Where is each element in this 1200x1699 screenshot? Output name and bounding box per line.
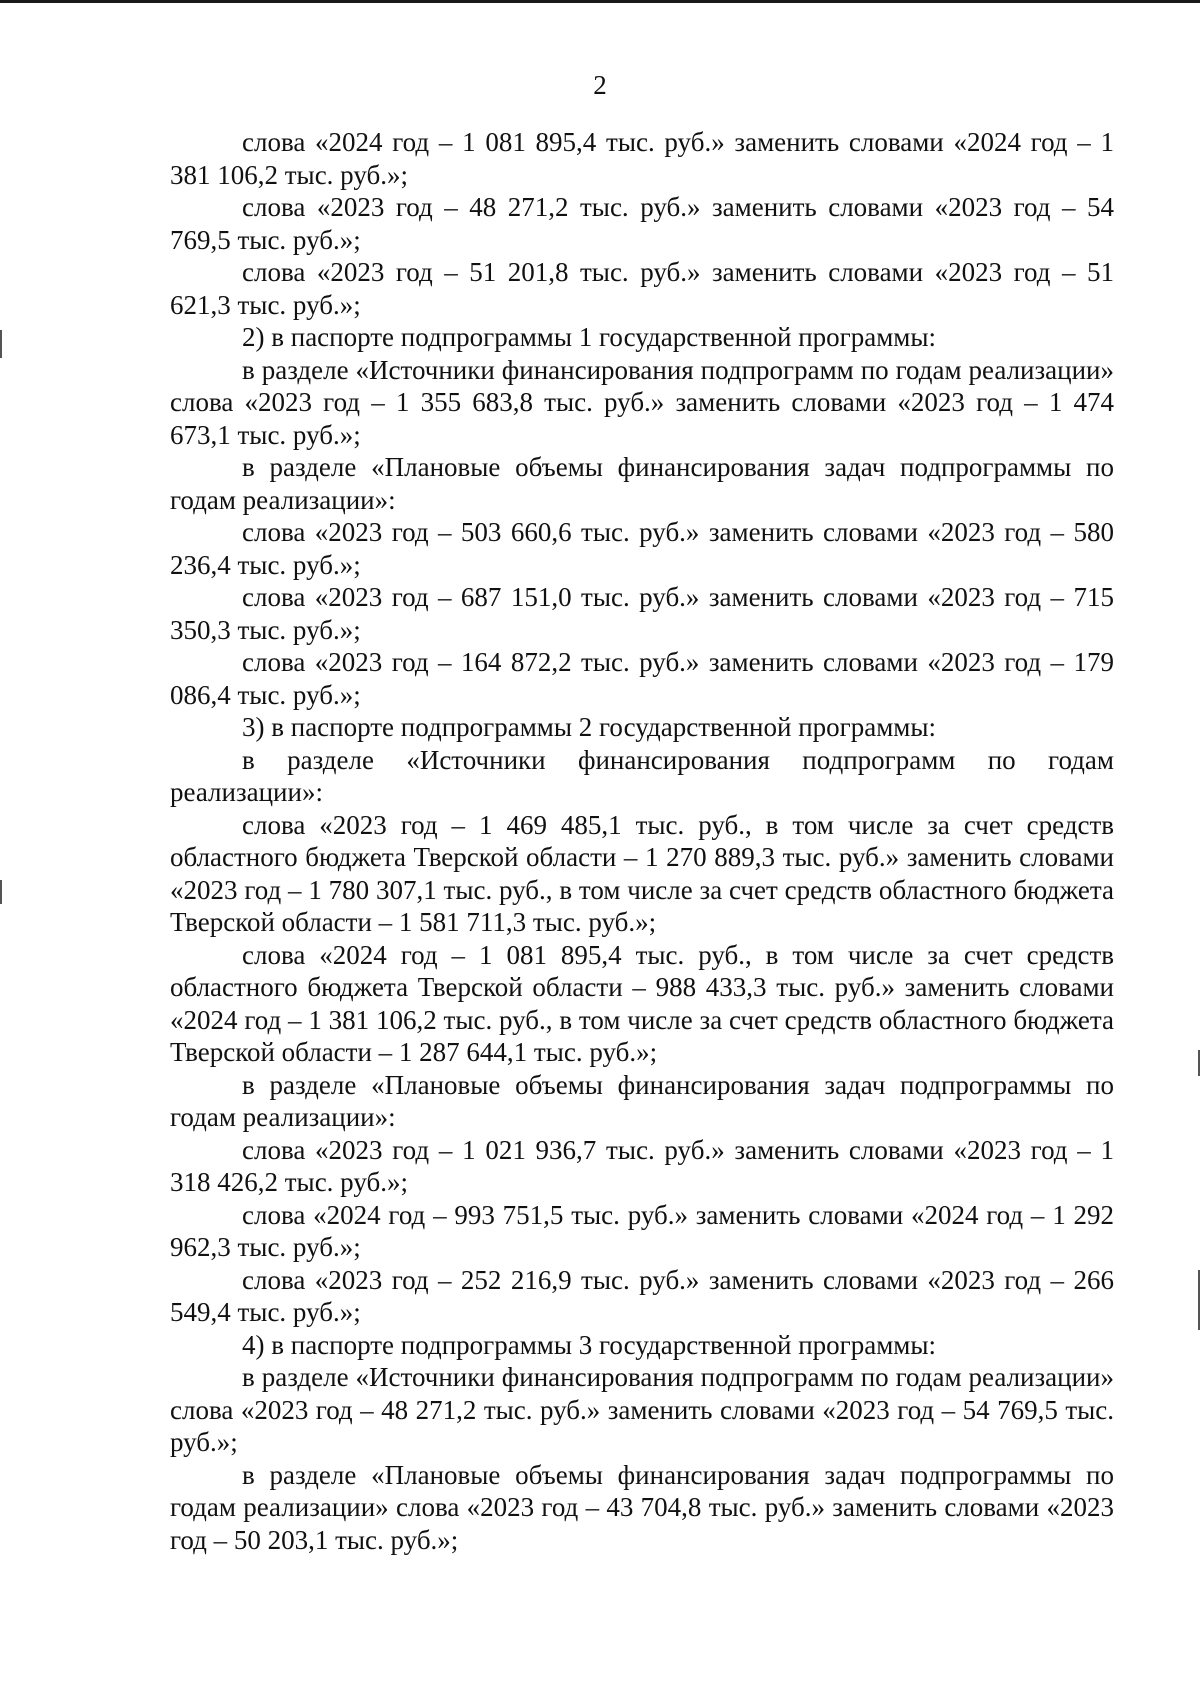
paragraph: слова «2024 год – 1 081 895,4 тыс. руб., в том числе за счет средств областного бюджета Тверской области – 988 433,3 тыс. руб.» заменить словами «2024 год – 1 381 106,2 тыс. руб., в том числе за счет средств областного бюджета Тверской области – 1 287 644,1 тыс. руб.»;: [170, 939, 1114, 1067]
paragraph: слова «2023 год – 51 201,8 тыс. руб.» заменить словами «2023 год – 51 621,3 тыс. руб.»;: [170, 257, 1114, 320]
paragraph: слова «2023 год – 1 469 485,1 тыс. руб., в том числе за счет средств областного бюджета Тверской области – 1 270 889,3 тыс. руб.» заменить словами «2023 год – 1 780 307,1 тыс. руб., в том числе за счет средств областного бюджета Тверской области – 1 581 711,3 тыс. руб.»;: [170, 809, 1114, 937]
paragraph: слова «2023 год – 164 872,2 тыс. руб.» заменить словами «2023 год – 179 086,4 тыс. руб.»;: [170, 647, 1114, 710]
scan-margin-mark: [0, 880, 2, 904]
paragraph: слова «2024 год – 993 751,5 тыс. руб.» заменить словами «2024 год – 1 292 962,3 тыс. руб.»;: [170, 1199, 1114, 1262]
paragraph: в разделе «Источники финансирования подпрограмм по годам реализации»:: [170, 744, 1114, 807]
paragraph: в разделе «Плановые объемы финансирования задач подпрограммы по годам реализации»:: [170, 452, 1114, 515]
paragraph: слова «2024 год – 1 081 895,4 тыс. руб.» заменить словами «2024 год – 1 381 106,2 тыс. руб.»;: [170, 127, 1114, 190]
page-number: 2: [593, 70, 607, 100]
paragraph: в разделе «Источники финансирования подпрограмм по годам реализации» слова «2023 год – 48 271,2 тыс. руб.» заменить словами «2023 год – 54 769,5 тыс. руб.»;: [170, 1362, 1114, 1457]
paragraph: в разделе «Плановые объемы финансирования задач подпрограммы по годам реализации» слова «2023 год – 43 704,8 тыс. руб.» заменить словами «2023 год – 50 203,1 тыс. руб.»;: [170, 1459, 1114, 1555]
paragraph: слова «2023 год – 1 021 936,7 тыс. руб.» заменить словами «2023 год – 1 318 426,2 тыс. руб.»;: [170, 1134, 1114, 1197]
paragraph: слова «2023 год – 503 660,6 тыс. руб.» заменить словами «2023 год – 580 236,4 тыс. руб.»;: [170, 517, 1114, 580]
document-body: [170, 126, 1114, 1556]
paragraph: 3) в паспорте подпрограммы 2 государственной программы:: [242, 712, 937, 742]
paragraph: 2) в паспорте подпрограммы 1 государственной программы:: [242, 322, 937, 352]
paragraph: в разделе «Источники финансирования подпрограмм по годам реализации» слова «2023 год – 1 355 683,8 тыс. руб.» заменить словами «2023 год – 1 474 673,1 тыс. руб.»;: [170, 354, 1114, 450]
paragraph: 4) в паспорте подпрограммы 3 государственной программы:: [242, 1329, 937, 1360]
paragraph: слова «2023 год – 48 271,2 тыс. руб.» заменить словами «2023 год – 54 769,5 тыс. руб.»;: [170, 192, 1114, 255]
paragraph: слова «2023 год – 252 216,9 тыс. руб.» заменить словами «2023 год – 266 549,4 тыс. руб.»;: [170, 1264, 1114, 1327]
paragraph: в разделе «Плановые объемы финансирования задач подпрограммы по годам реализации»:: [170, 1069, 1114, 1132]
scan-top-edge: [0, 0, 1200, 3]
paragraph: слова «2023 год – 687 151,0 тыс. руб.» заменить словами «2023 год – 715 350,3 тыс. руб.»;: [170, 582, 1114, 645]
scan-margin-mark: [0, 330, 2, 358]
